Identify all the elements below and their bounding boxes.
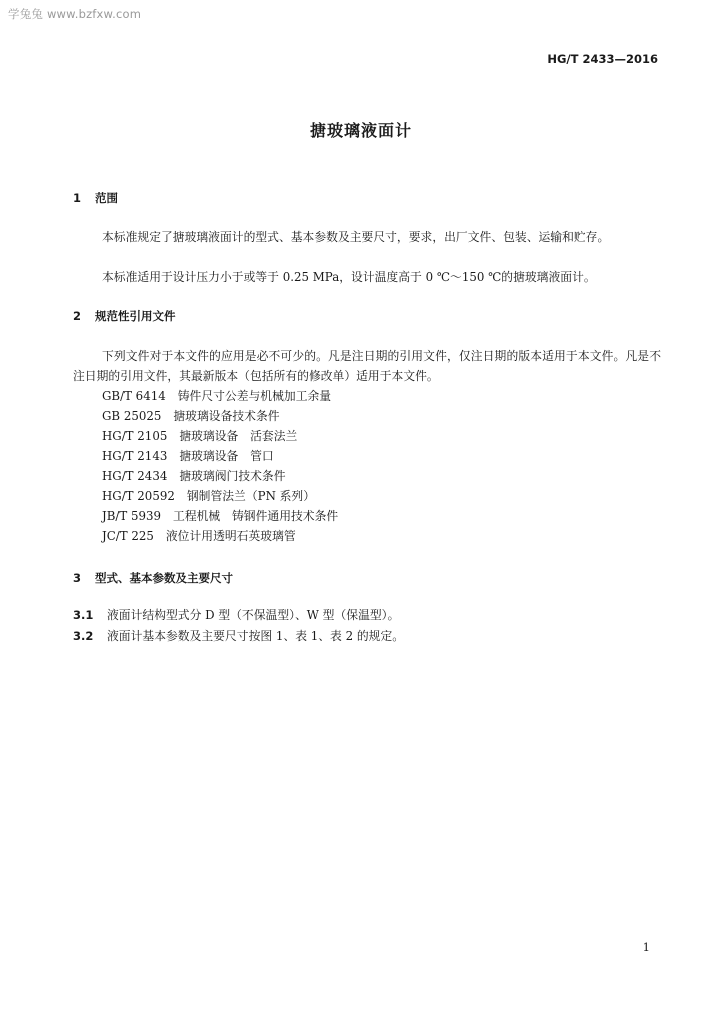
clause-text: 液面计基本参数及主要尺寸按图 1、表 1、表 2 的规定。	[107, 629, 405, 643]
watermark: 学兔兔 www.bzfxw.com	[8, 7, 142, 21]
section-2-heading	[73, 308, 176, 324]
reference-title: 工程机械 铸钢件通用技术条件	[173, 509, 339, 523]
reference-code: GB 25025	[102, 409, 162, 423]
clause-3-2	[73, 626, 404, 646]
clause-text: 液面计结构型式分 D 型（不保温型）、W 型（保温型）。	[107, 608, 400, 622]
standard-code: HG/T 2433—2016	[547, 52, 658, 66]
section-title: 型式、基本参数及主要尺寸	[95, 571, 233, 585]
section-title: 范围	[95, 191, 118, 205]
document-title: 搪玻璃液面计	[309, 121, 412, 140]
page-number: 1	[642, 940, 650, 954]
section-title: 规范性引用文件	[95, 309, 176, 323]
section-1-paragraph-2: 本标准适用于设计压力小于或等于 0.25 MPa，设计温度高于 0 ℃～150 ℃的搪玻璃液面计。	[102, 270, 596, 284]
section-3-heading	[73, 570, 233, 586]
reference-item	[102, 506, 338, 526]
reference-code: HG/T 2143	[102, 449, 168, 463]
clause-number: 3.2	[73, 629, 94, 643]
reference-code: JB/T 5939	[102, 509, 162, 523]
reference-title: 搪玻璃设备 活套法兰	[179, 429, 298, 443]
section-number: 1	[73, 191, 82, 205]
reference-item	[102, 446, 274, 466]
reference-item	[102, 406, 280, 426]
reference-item	[102, 466, 286, 486]
reference-item	[102, 386, 331, 406]
reference-item	[102, 486, 315, 506]
reference-title: 液位计用透明石英玻璃管	[165, 529, 296, 543]
reference-code: GB/T 6414	[102, 389, 166, 403]
clause-3-1	[73, 605, 399, 625]
reference-item	[102, 426, 297, 446]
reference-code: HG/T 20592	[102, 489, 175, 503]
reference-title: 搪玻璃阀门技术条件	[179, 469, 286, 483]
clause-number: 3.1	[73, 608, 94, 622]
section-1-paragraph-1: 本标准规定了搪玻璃液面计的型式、基本参数及主要尺寸，要求，出厂文件、包装、运输和贮存。	[102, 230, 610, 244]
reference-title: 钢制管法兰（PN 系列）	[186, 489, 316, 503]
reference-code: HG/T 2434	[102, 469, 168, 483]
reference-code: JC/T 225	[102, 529, 154, 543]
reference-title: 搪玻璃设备技术条件	[173, 409, 280, 423]
section-2-intro: 下列文件对于本文件的应用是必不可少的。凡是注日期的引用文件，仅注日期的版本适用于本文件。凡是不注日期的引用文件，其最新版本（包括所有的修改单）适用于本文件。	[73, 349, 661, 383]
section-number: 3	[73, 571, 82, 585]
reference-code: HG/T 2105	[102, 429, 168, 443]
section-1-heading	[73, 190, 118, 206]
reference-title: 搪玻璃设备 管口	[179, 449, 274, 463]
reference-title: 铸件尺寸公差与机械加工余量	[177, 389, 332, 403]
reference-item	[102, 526, 296, 546]
section-number: 2	[73, 309, 82, 323]
